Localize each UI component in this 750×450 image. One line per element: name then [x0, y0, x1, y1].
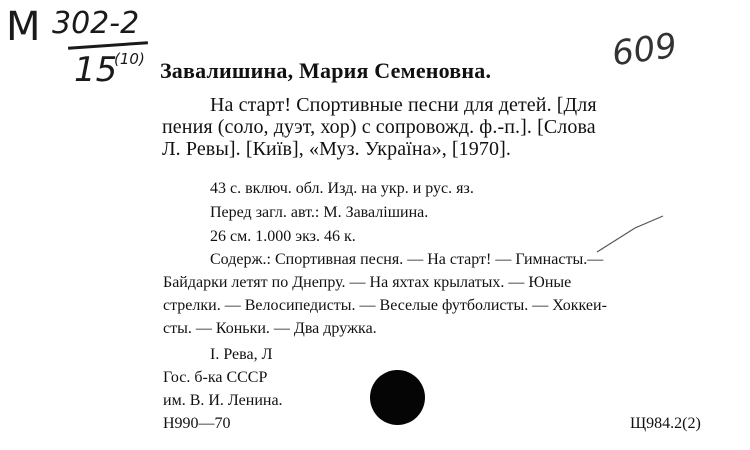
- contents-line-3: стрелки. — Велосипедисты. — Веселые футболисты. — Хоккеи-: [163, 297, 607, 314]
- call-sub-number: 15: [74, 50, 118, 90]
- call-number: 302-2: [52, 6, 140, 41]
- class-number: Щ984.2(2): [630, 415, 701, 432]
- call-number-divider: [68, 41, 148, 50]
- corner-note: 609: [609, 25, 680, 75]
- card-number: Н990—70: [163, 415, 231, 432]
- pencil-mark: [595, 212, 665, 254]
- author-note: Перед загл. авт.: М. Завалішина.: [210, 204, 429, 221]
- contents-line-2: Байдарки летят по Днепру. — На яхтах крылатых. — Юные: [163, 274, 572, 291]
- call-sub-superscript: (10): [114, 50, 145, 68]
- call-prefix: M: [6, 4, 41, 50]
- card-punch-hole: [370, 370, 425, 425]
- physical-description: 43 с. включ. обл. Изд. на укр. и рус. яз.: [210, 180, 474, 197]
- library-line-2: им. В. И. Ленина.: [163, 392, 283, 409]
- added-entry: I. Рева, Л: [210, 346, 273, 363]
- library-line-1: Гос. б-ка СССР: [163, 369, 268, 386]
- title-line-3: Л. Ревы]. [Київ], «Муз. Україна», [1970].: [162, 138, 511, 160]
- title-line-1: На старт! Спортивные песни для детей. [Для: [210, 94, 597, 116]
- contents-line-1: Содерж.: Спортивная песня. — На старт! — Гимнасты.—: [210, 251, 604, 268]
- author-heading: Завалишина, Мария Семеновна.: [160, 58, 492, 83]
- size-print-run: 26 см. 1.000 экз. 46 к.: [210, 228, 356, 245]
- title-line-2: пения (соло, дуэт, хор) с сопровожд. ф.-п.]. [Слова: [162, 116, 596, 138]
- contents-line-4: сты. — Коньки. — Два дружка.: [163, 320, 377, 337]
